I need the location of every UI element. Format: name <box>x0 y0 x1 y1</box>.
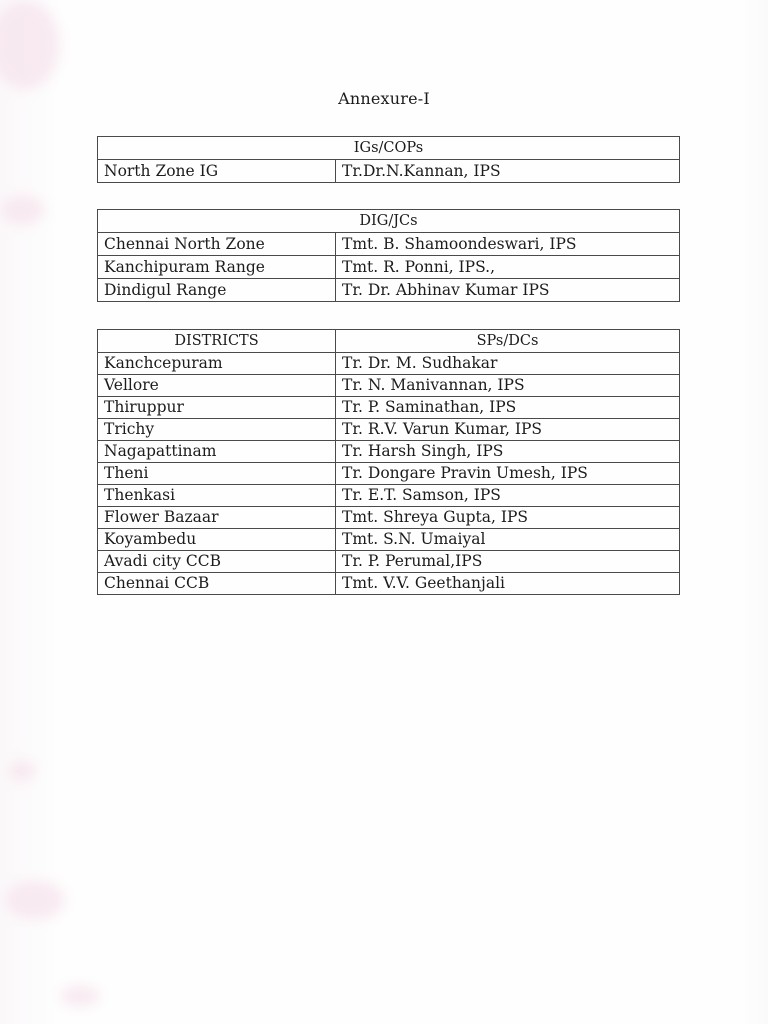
table-row <box>98 279 680 302</box>
table-row <box>98 441 680 463</box>
table-row <box>98 463 680 485</box>
post-cell: Kanchipuram Range <box>98 256 336 279</box>
table-row <box>98 397 680 419</box>
district-table <box>97 329 680 595</box>
table-row <box>98 419 680 441</box>
table-row <box>98 375 680 397</box>
pink-smudge <box>0 195 45 225</box>
dig-table-header: DIG/JCs <box>98 210 680 233</box>
district-cell: Koyambedu <box>98 529 336 551</box>
districts-column-header: DISTRICTS <box>98 330 336 353</box>
document-title: Annexure-I <box>338 89 430 108</box>
officer-cell: Tr. E.T. Samson, IPS <box>336 485 680 507</box>
table-row <box>98 256 680 279</box>
table-row <box>98 573 680 595</box>
officer-cell: Tmt. Shreya Gupta, IPS <box>336 507 680 529</box>
officer-cell: Tmt. S.N. Umaiyal <box>336 529 680 551</box>
district-cell: Thenkasi <box>98 485 336 507</box>
officer-cell: Tr. P. Saminathan, IPS <box>336 397 680 419</box>
table-row <box>98 507 680 529</box>
ig-table <box>97 136 680 183</box>
post-cell: North Zone IG <box>98 160 336 183</box>
district-cell: Chennai CCB <box>98 573 336 595</box>
officer-cell: Tmt. B. Shamoondeswari, IPS <box>336 233 680 256</box>
district-cell: Avadi city CCB <box>98 551 336 573</box>
post-cell: Dindigul Range <box>98 279 336 302</box>
district-cell: Vellore <box>98 375 336 397</box>
officer-cell: Tr. Dr. Abhinav Kumar IPS <box>336 279 680 302</box>
officer-cell: Tr. N. Manivannan, IPS <box>336 375 680 397</box>
table-row <box>98 551 680 573</box>
table-row <box>98 529 680 551</box>
officer-cell: Tr.Dr.N.Kannan, IPS <box>336 160 680 183</box>
pink-smudge <box>8 760 36 782</box>
officer-cell: Tr. Dr. M. Sudhakar <box>336 353 680 375</box>
district-cell: Thiruppur <box>98 397 336 419</box>
pink-smudge <box>5 880 65 920</box>
officer-cell: Tr. Harsh Singh, IPS <box>336 441 680 463</box>
table-row <box>98 485 680 507</box>
officer-cell: Tr. R.V. Varun Kumar, IPS <box>336 419 680 441</box>
officer-cell: Tmt. V.V. Geethanjali <box>336 573 680 595</box>
officer-cell: Tmt. R. Ponni, IPS., <box>336 256 680 279</box>
sps-column-header: SPs/DCs <box>336 330 680 353</box>
post-cell: Chennai North Zone <box>98 233 336 256</box>
district-cell: Trichy <box>98 419 336 441</box>
officer-cell: Tr. Dongare Pravin Umesh, IPS <box>336 463 680 485</box>
pink-smudge <box>0 0 60 90</box>
district-cell: Kanchcepuram <box>98 353 336 375</box>
district-cell: Theni <box>98 463 336 485</box>
table-row <box>98 233 680 256</box>
officer-cell: Tr. P. Perumal,IPS <box>336 551 680 573</box>
district-cell: Flower Bazaar <box>98 507 336 529</box>
table-row <box>98 353 680 375</box>
district-cell: Nagapattinam <box>98 441 336 463</box>
pink-smudge <box>60 985 100 1007</box>
table-row <box>98 160 680 183</box>
dig-table <box>97 209 680 302</box>
ig-table-header: IGs/COPs <box>98 137 680 160</box>
